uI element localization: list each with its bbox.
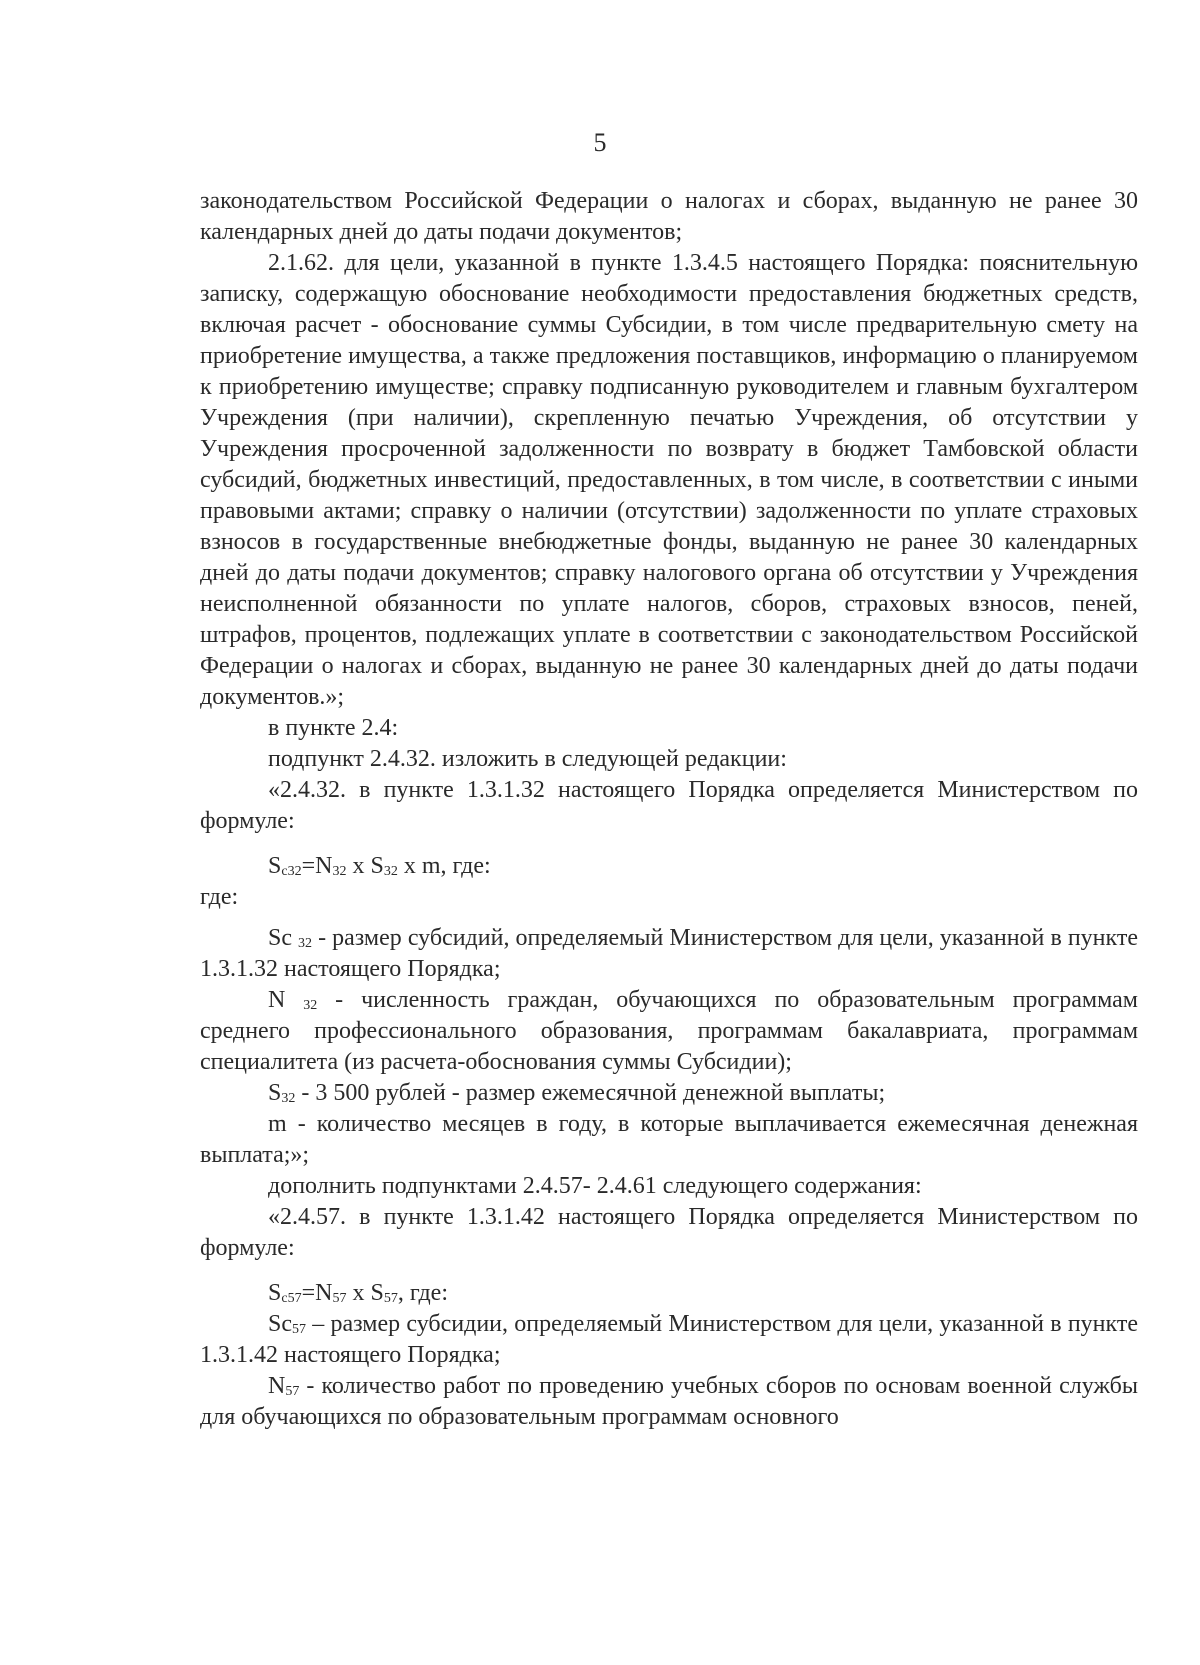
paragraph-add-subclauses: дополнить подпунктами 2.4.57- 2.4.61 следующего содержания: bbox=[268, 1173, 922, 1199]
formula-sc57: $S_{c57}=N_{57}$ x $S_{57}$, где: bbox=[268, 1280, 448, 1306]
paragraph-2-4-57: «2.4.57. в пункте 1.3.1.42 настоящего Порядка определяется Министерством по формуле: bbox=[200, 1204, 1138, 1261]
page-number: 5 bbox=[593, 128, 607, 157]
formula-sc32: $S_{c32}=N_{32}$ x $S_{32}$ x m, где: bbox=[268, 853, 491, 879]
document-body bbox=[200, 186, 1138, 1433]
definition-sc32: Sc $_{32}$ - размер субсидий, определяемый Министерством для цели, указанной в пункте 1.3.1.32 настоящего Порядка; bbox=[200, 925, 1138, 982]
definition-n32: N $_{32}$ - численность граждан, обучающихся по образовательным программам среднего профессионального образования, программам бакалавриата, программам специалитета (из расчета-обоснования суммы Субсидии); bbox=[200, 987, 1138, 1075]
paragraph-clause-2-4: в пункте 2.4: bbox=[268, 715, 399, 741]
definition-m: m - количество месяцев в году, в которые выплачивается ежемесячная денежная выплата;»; bbox=[200, 1111, 1138, 1168]
definition-sc57: $Sc_{57}$ – размер субсидии, определяемый Министерством для цели, указанной в пункте 1.3.1.42 настоящего Порядка; bbox=[200, 1311, 1138, 1368]
paragraph-2-4-32: «2.4.32. в пункте 1.3.1.32 настоящего Порядка определяется Министерством по формуле: bbox=[200, 777, 1138, 834]
definition-n57: $N_{57}$ - количество работ по проведению учебных сборов по основам военной службы для обучающихся по образовательным программам основного bbox=[200, 1373, 1138, 1430]
definition-s32: $S_{32} - 3$ 500 рублей - размер ежемесячной денежной выплаты; bbox=[268, 1080, 886, 1106]
paragraph-2-1-62: 2.1.62. для цели, указанной в пункте 1.3.4.5 настоящего Порядка: пояснительную записку, содержащую обоснование необходимости предоставления бюджетных средств, включая расчет - обоснование суммы Субсидии, в том числе предварительную смету на приобретение имущества, а также предложения поставщиков, информацию о планируемом к приобретению имуществе; справку подписанную руководителем и главным бухгалтером Учреждения (при наличии), скрепленную печатью Учреждения, об отсутствии у Учреждения просроченной задолженности по возврату в бюджет Тамбовской области субсидий, бюджетных инвестиций, предоставленных, в том числе, в соответствии с иными правовыми актами; справку о наличии (отсутствии) задолженности по уплате страховых взносов в государственные внебюджетные фонды, выданную не ранее 30 календарных дней до даты подачи документов; справку налогового органа об отсутствии у Учреждения неисполненной обязанности по уплате налогов, сборов, страховых взносов, пеней, штрафов, процентов, подлежащих уплате в соответствии с законодательством Российской Федерации о налогах и сборах, выданную не ранее 30 календарных дней до даты подачи документов.»; bbox=[200, 250, 1138, 710]
paragraph-tax-certificate-end: законодательством Российской Федерации о налогах и сборах, выданную не ранее 30 календарных дней до даты подачи документов; bbox=[200, 188, 1138, 245]
paragraph-subclause-2-4-32-intro: подпункт 2.4.32. изложить в следующей редакции: bbox=[268, 746, 787, 772]
label-where: где: bbox=[200, 884, 239, 910]
